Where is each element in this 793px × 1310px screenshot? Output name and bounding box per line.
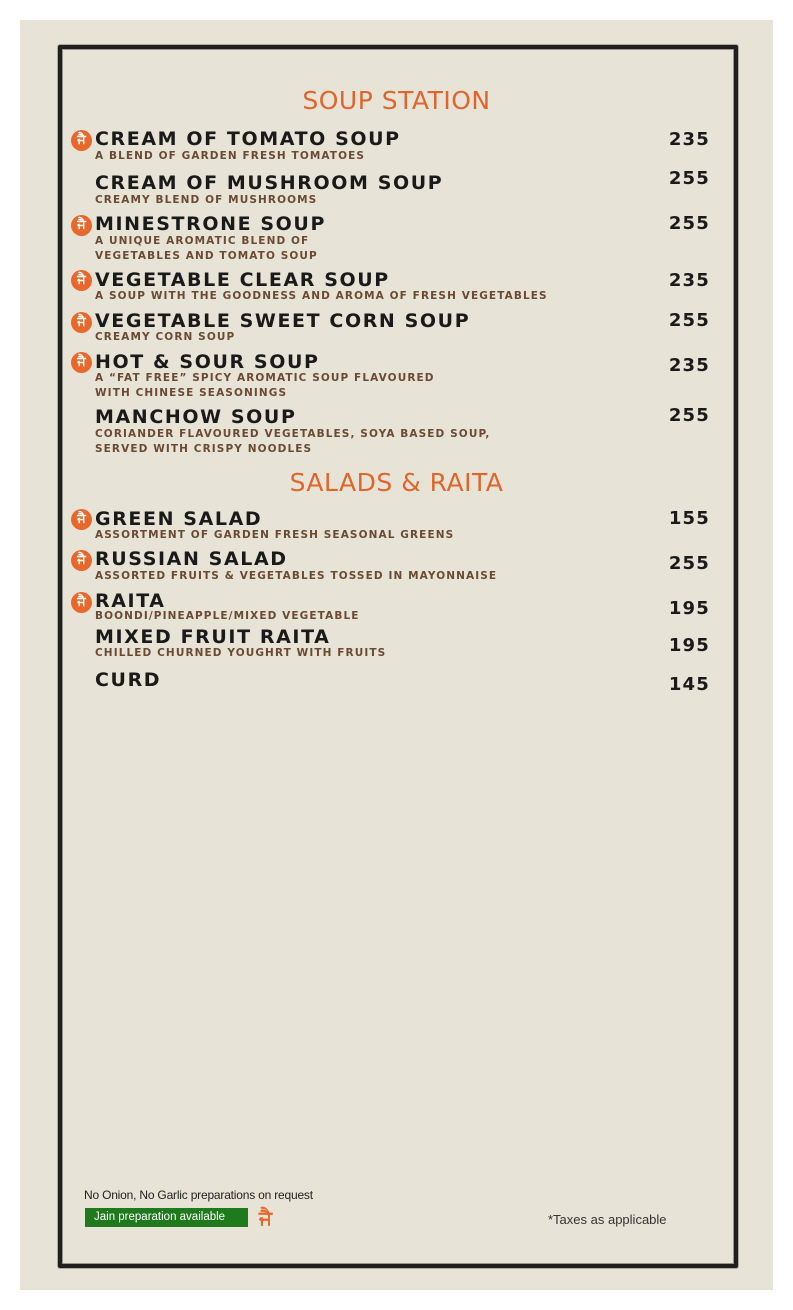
menu-item-description: VEGETABLES AND TOMATO SOUP <box>95 250 318 262</box>
menu-item-name: VEGETABLE CLEAR SOUP <box>95 269 390 291</box>
menu-item-description: ASSORTED FRUITS & VEGETABLES TOSSED IN MAYONNAISE <box>95 570 498 582</box>
menu-item-name: VEGETABLE SWEET CORN SOUP <box>95 310 471 332</box>
menu-item-description: CREAMY BLEND OF MUSHROOMS <box>95 194 318 206</box>
menu-item-description: BOONDI/PINEAPPLE/MIXED VEGETABLE <box>95 610 360 622</box>
menu-item-description: ASSORTMENT OF GARDEN FRESH SEASONAL GREENS <box>95 529 455 541</box>
menu-item-name: MINESTRONE SOUP <box>95 213 326 235</box>
menu-item-price: 195 <box>668 598 710 619</box>
menu-item-price: 195 <box>668 635 710 656</box>
menu-item-description: A “FAT FREE” SPICY AROMATIC SOUP FLAVOURED <box>95 372 435 384</box>
jain-icon: ਜੈ <box>71 592 92 613</box>
menu-item-description: WITH CHINESE SEASONINGS <box>95 387 288 399</box>
jain-symbol-icon: ਜੈ <box>259 1206 273 1230</box>
menu-item-price: 235 <box>668 270 710 291</box>
jain-icon: ਜੈ <box>71 270 92 291</box>
section-title: SOUP STATION <box>302 86 491 115</box>
menu-item-price: 255 <box>668 553 710 574</box>
menu-item-name: HOT & SOUR SOUP <box>95 351 320 373</box>
section-title: SALADS & RAITA <box>289 468 504 497</box>
jain-icon: ਜੈ <box>71 509 92 530</box>
menu-item-price: 255 <box>668 310 710 331</box>
menu-item-price: 235 <box>668 129 710 150</box>
menu-item-name: RUSSIAN SALAD <box>95 548 288 570</box>
menu-item-price: 155 <box>668 508 710 529</box>
menu-item-description: SERVED WITH CRISPY NOODLES <box>95 443 313 455</box>
menu-item-name: CREAM OF MUSHROOM SOUP <box>95 172 444 194</box>
jain-preparation-badge: Jain preparation available <box>85 1208 248 1227</box>
menu-item-name: CURD <box>95 669 162 691</box>
menu-item-price: 235 <box>668 355 710 376</box>
menu-item-description: CORIANDER FLAVOURED VEGETABLES, SOYA BASED SOUP, <box>95 428 491 440</box>
menu-item-price: 255 <box>668 405 710 426</box>
no-onion-garlic-note: No Onion, No Garlic preparations on request <box>84 1188 313 1202</box>
menu-item-description: A SOUP WITH THE GOODNESS AND AROMA OF FRESH VEGETABLES <box>95 290 548 302</box>
jain-icon: ਜੈ <box>71 352 92 373</box>
jain-icon: ਜੈ <box>71 130 92 151</box>
menu-item-price: 255 <box>668 168 710 189</box>
menu-item-description: CHILLED CHURNED YOUGHRT WITH FRUITS <box>95 647 387 659</box>
menu-item-price: 255 <box>668 213 710 234</box>
jain-icon: ਜੈ <box>71 550 92 571</box>
menu-item-name: RAITA <box>95 590 166 612</box>
menu-item-name: MIXED FRUIT RAITA <box>95 626 331 648</box>
menu-item-description: A BLEND OF GARDEN FRESH TOMATOES <box>95 150 366 162</box>
menu-item-price: 145 <box>668 674 710 695</box>
jain-icon: ਜੈ <box>71 312 92 333</box>
menu-item-name: CREAM OF TOMATO SOUP <box>95 128 401 150</box>
menu-item-description: CREAMY CORN SOUP <box>95 331 236 343</box>
menu-item-description: A UNIQUE AROMATIC BLEND OF <box>95 235 310 247</box>
taxes-note: *Taxes as applicable <box>548 1212 667 1227</box>
menu-item-name: MANCHOW SOUP <box>95 406 297 428</box>
menu-item-name: GREEN SALAD <box>95 508 263 530</box>
jain-icon: ਜੈ <box>71 215 92 236</box>
